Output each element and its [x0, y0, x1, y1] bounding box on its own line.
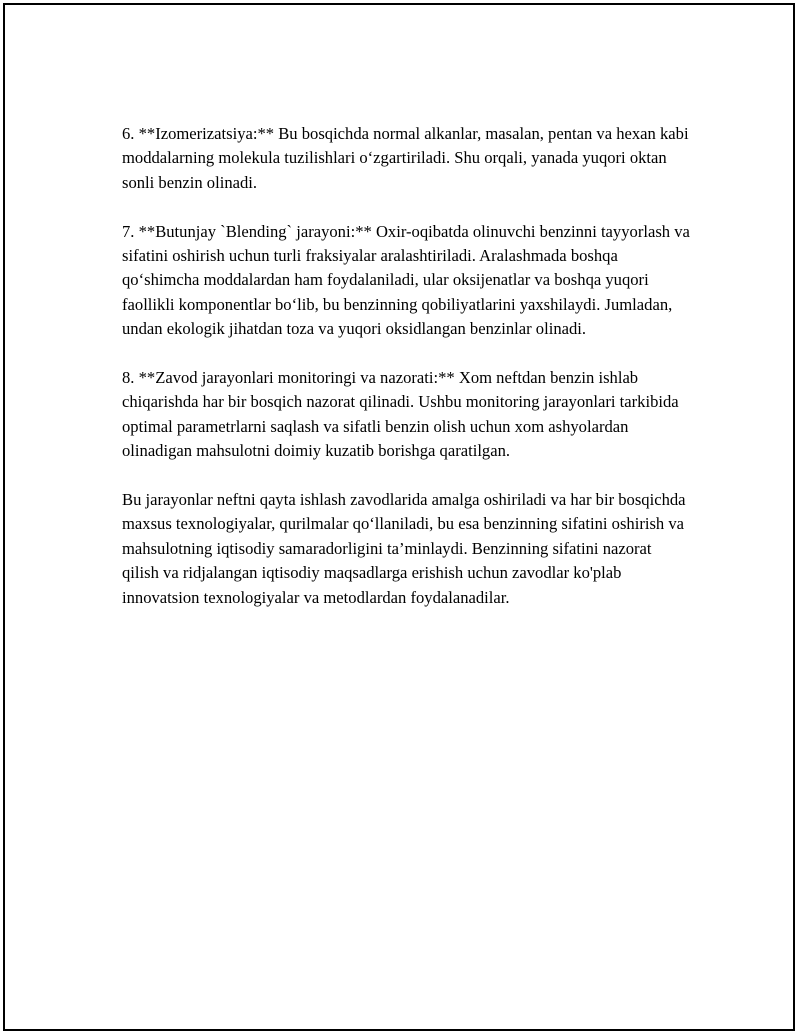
page-frame — [3, 3, 795, 1031]
paragraph-conclusion: Bu jarayonlar neftni qayta ishlash zavodlarida amalga oshiriladi va har bir bosqichda maxsus texnologiyalar, qurilmalar qo‘llaniladi, bu esa benzinning sifatini oshirish va mahsulotning iqtisodiy samaradorligini ta’minlaydi. Benzinning sifatini nazorat qilish va ridjalangan iqtisodiy maqsadlarga erishish uchun zavodlar ko'plab innovatsion texnologiyalar va metodlardan foydalanadilar. — [122, 490, 686, 607]
document-body — [122, 122, 692, 610]
paragraph-blending: 7. **Butunjay `Blending` jarayoni:** Oxir-oqibatda olinuvchi benzinni tayyorlash va sifatini oshirish uchun turli fraksiyalar aralashtiriladi. Aralashmada boshqa qo‘shimcha moddalardan ham foydalaniladi, ular oksijenatlar va boshqa yuqori faollikli komponentlar bo‘lib, bu benzinning qobiliyatlarini yaxshilaydi. Jumladan, undan ekologik jihatdan toza va yuqori oksidlangan benzinlar olinadi. — [122, 221, 690, 339]
paragraph-monitoring: 8. **Zavod jarayonlari monitoringi va nazorati:** Xom neftdan benzin ishlab chiqarishda har bir bosqich nazorat qilinadi. Ushbu monitoring jarayonlari tarkibida optimal parametrlarni saqlash va sifatli benzin olish uchun xom ashyolardan olinadigan mahsulotni doimiy kuzatib borishga qaratilgan. — [122, 368, 679, 461]
paragraph-izomerizatsiya: 6. **Izomerizatsiya:** Bu bosqichda normal alkanlar, masalan, pentan va hexan kabi moddalarning molekula tuzilishlari o‘zgartiriladi. Shu orqali, yanada yuqori oktan sonli benzin olinadi. — [122, 124, 689, 192]
